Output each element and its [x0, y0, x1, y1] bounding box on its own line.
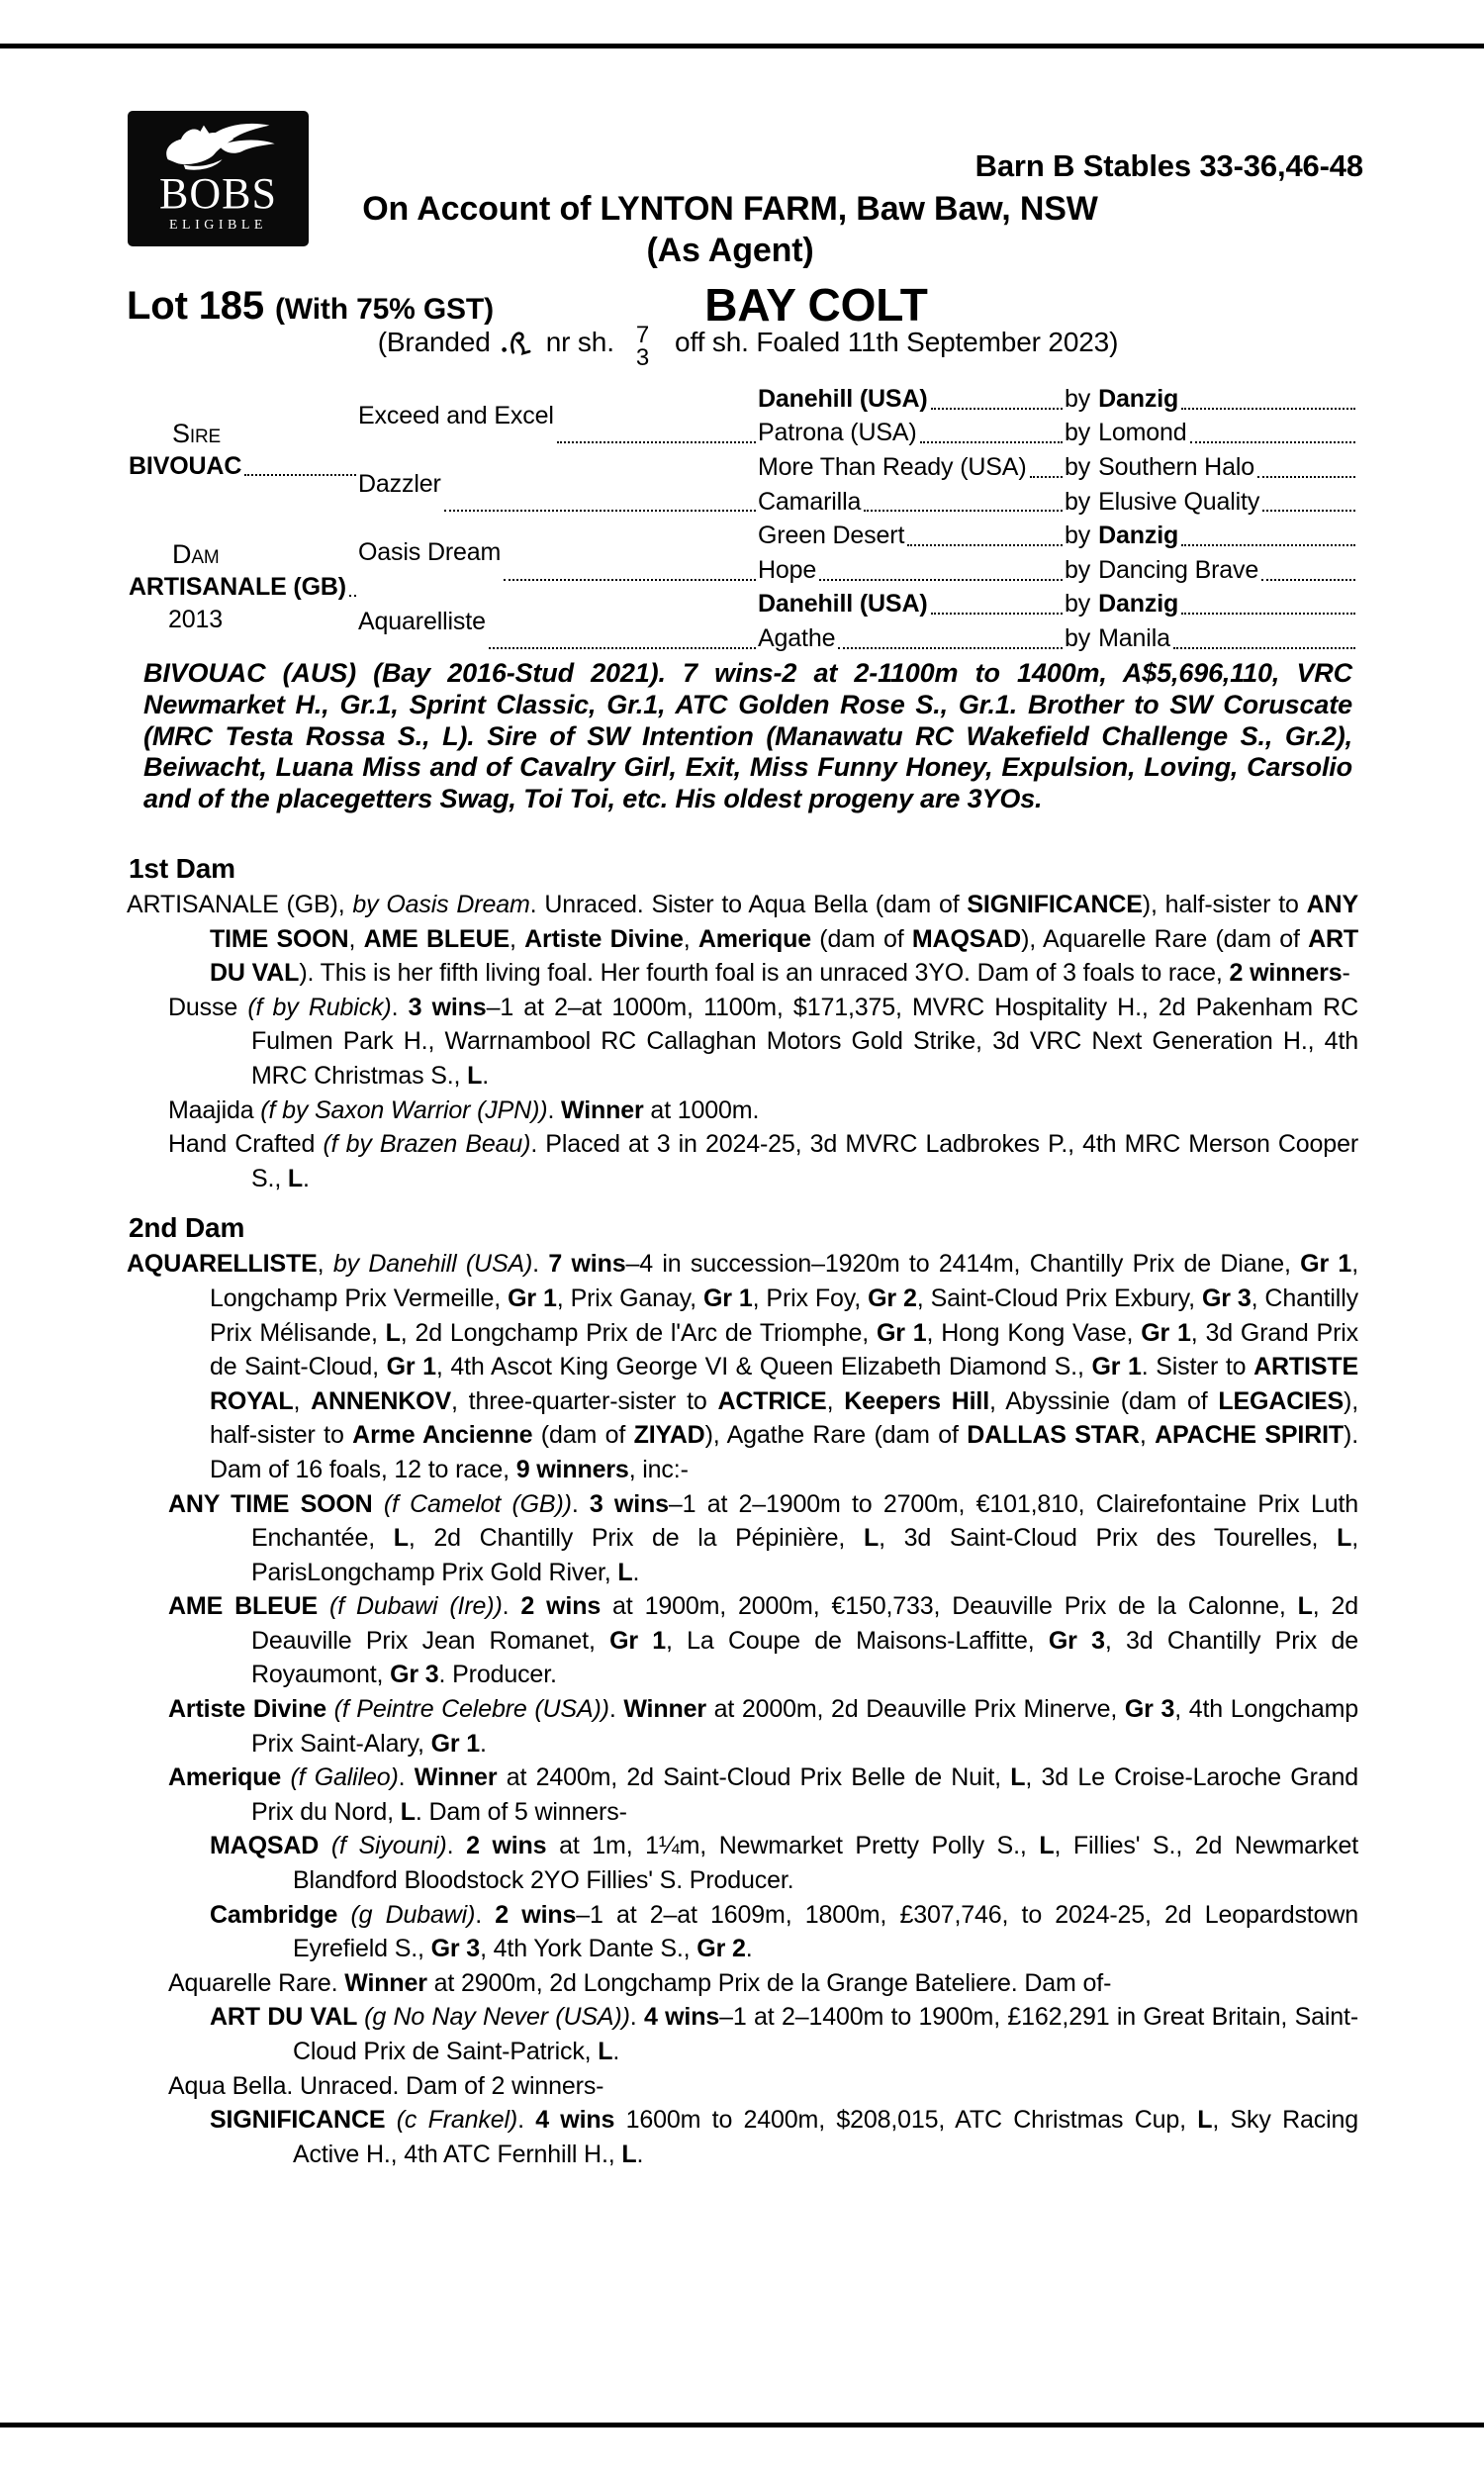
gen2-cell: Oasis Dream: [358, 519, 758, 587]
brand-mark-icon: [501, 323, 540, 364]
brand-numbers: [636, 324, 649, 369]
sire-label: Sire: [172, 419, 222, 449]
pedigree-entry: ARTISANALE (GB), by Oasis Dream. Unraced. Sister to Aqua Bella (dam of SIGNIFICANCE), half-sister to ANY TIME SOON, AME BLEUE, Artiste Divine, Amerique (dam of MAQSAD), Aquarelle Rare (dam of ART DU VAL). This is her fifth living foal. Her fourth foal is an unraced 3YO. Dam of 3 foals to race, 2 winners-: [127, 891, 1359, 988]
dotted-leader: [864, 510, 1063, 512]
sire-name: BIVOUAC: [129, 450, 358, 483]
pedigree-table: [129, 382, 1357, 656]
pedigree-entry: Amerique (f Galileo). Winner at 2400m, 2d Saint-Cloud Prix Belle de Nuit, L, 3d Le Croise-Laroche Grand Prix du Nord, L. Dam of 5 winners-: [168, 1763, 1359, 1826]
gst-note: (With 75% GST): [274, 293, 494, 326]
pedigree-entry: SIGNIFICANCE (c Frankel). 4 wins 1600m to 2400m, $208,015, ATC Christmas Cup, L, Sky Racing Active H., 4th ATC Fernhill H., L.: [210, 2106, 1358, 2168]
dam-block: [129, 519, 358, 655]
pedigree-entry: ANY TIME SOON (f Camelot (GB)). 3 wins–1 at 2–1900m to 2700m, €101,810, Clairefontaine Prix Luth Enchantée, L, 2d Chantilly Prix de la Pépinière, L, 3d Saint-Cloud Prix des Tourelles, L, ParisLongchamp Prix Gold River, L.: [168, 1489, 1358, 1586]
dotted-leader: [444, 510, 756, 512]
section-heading: 1st Dam: [129, 853, 235, 884]
branded-line: [0, 322, 1484, 372]
gen2-cell: Exceed and Excel: [358, 382, 758, 450]
bottom-rule: [0, 2423, 1484, 2427]
brand-number-top: 7: [635, 322, 650, 348]
gen3-cell: Green Desert: [758, 519, 1065, 553]
branded-prefix: (Branded: [377, 327, 491, 357]
pedigree-entry: Cambridge (g Dubawi). 2 wins–1 at 2–at 1609m, 1800m, £307,746, to 2024-25, 2d Leopardstown Eyrefield S., Gr 3, 4th York Dante S., Gr 2.: [210, 1900, 1359, 1963]
pedigree-entry: MAQSAD (f Siyouni). 2 wins at 1m, 1¼m, Newmarket Pretty Polly S., L, Fillies' S., 2d Newmarket Blandford Bloodstock 2YO Fillies' S. Producer.: [210, 1832, 1358, 1895]
logo-wordmark: BOBS: [159, 169, 277, 218]
gen3-cell: Camarilla: [758, 485, 1065, 520]
pedigree-entry: AQUARELLISTE, by Danehill (USA). 7 wins–4 in succession–1920m to 2414m, Chantilly Prix de Diane, Gr 1, Longchamp Prix Vermeille, Gr 1, Prix Ganay, Gr 1, Prix Foy, Gr 2, Saint-Cloud Prix Exbury, Gr 3, Chantilly Prix Mélisande, L, 2d Longchamp Prix de l'Arc de Triomphe, Gr 1, Hong Kong Vase, Gr 1, 3d Grand Prix de Saint-Cloud, Gr 1, 4th Ascot King George VI & Queen Elizabeth Diamond S., Gr 1. Sister to ARTISTE ROYAL, ANNENKOV, three-quarter-sister to ACTRICE, Keepers Hill, Abyssinie (dam of LEGACIES), half-sister to Arme Ancienne (dam of ZIYAD), Agathe Rare (dam of DALLAS STAR, APACHE SPIRIT). Dam of 16 foals, 12 to race, 9 winners, inc:-: [127, 1250, 1359, 1483]
dotted-leader: [349, 595, 356, 597]
gen3-by-cell: by Lomond: [1065, 417, 1357, 451]
dotted-leader: [1261, 579, 1355, 581]
as-agent-line: (As Agent): [646, 232, 814, 269]
sire-summary-paragraph: BIVOUAC (AUS) (Bay 2016-Stud 2021). 7 wins-2 at 2-1100m to 1400m, A$5,696,110, VRC Newmarket H., Gr.1, Sprint Classic, Gr.1, ATC Golden Rose S., Gr.1. Brother to SW Coruscate (MRC Testa Rossa S., L). Sire of SW Intention (Manawatu RC Wakefield Challenge S., Gr.2), Beiwacht, Luana Miss and of Cavalry Girl, Exit, Miss Funny Honey, Expulsion, Loving, Carsolio and of the placegetters Swag, Toi Toi, etc. His oldest progeny are 3YOs.: [143, 658, 1352, 814]
pedigree-details: [127, 851, 1358, 2171]
dotted-leader: [907, 544, 1063, 546]
gen3-cell: Agathe: [758, 621, 1065, 656]
pedigree-entry: Maajida (f by Saxon Warrior (JPN)). Winner at 1000m.: [168, 1095, 760, 1124]
pedigree-entry: AME BLEUE (f Dubawi (Ire)). 2 wins at 1900m, 2000m, €150,733, Deauville Prix de la Calonne, L, 2d Deauville Prix Jean Romanet, Gr 1, La Coupe de Maisons-Laffitte, Gr 3, 3d Chantilly Prix de Royaumont, Gr 3. Producer.: [168, 1592, 1358, 1689]
gen3-by-cell: by Danzig: [1065, 519, 1357, 553]
dotted-leader: [920, 441, 1063, 443]
dotted-leader: [1262, 510, 1355, 512]
dotted-leader: [819, 579, 1063, 581]
gen3-cell: More Than Ready (USA): [758, 450, 1065, 485]
dotted-leader: [1190, 441, 1355, 443]
dotted-leader: [557, 441, 756, 443]
gen3-by-cell: by Manila: [1065, 621, 1357, 656]
dotted-leader: [504, 579, 756, 581]
pedigree-entry: Artiste Divine (f Peintre Celebre (USA)). Winner at 2000m, 2d Deauville Prix Minerve, Gr 3, 4th Longchamp Prix Saint-Alary, Gr 1.: [168, 1695, 1358, 1758]
gen3-by-cell: by Dancing Brave: [1065, 553, 1357, 588]
gen3-cell: Danehill (USA): [758, 382, 1065, 417]
dotted-leader: [1030, 476, 1064, 478]
dam-name: ARTISANALE (GB): [129, 571, 358, 604]
dotted-leader: [244, 474, 356, 476]
branded-near-shoulder: nr sh.: [545, 327, 614, 357]
gen3-by-cell: by Danzig: [1065, 588, 1357, 622]
gen3-cell: Hope: [758, 553, 1065, 588]
pedigree-entry: Aqua Bella. Unraced. Dam of 2 winners-: [168, 2071, 604, 2100]
dotted-leader: [1181, 544, 1355, 546]
barn-stables-info: Barn B Stables 33-36,46-48: [974, 148, 1363, 183]
dotted-leader: [931, 408, 1063, 410]
lot-label: Lot 185: [127, 284, 264, 328]
section-heading: 2nd Dam: [129, 1212, 245, 1244]
logo-subtext: ELIGIBLE: [169, 218, 267, 233]
vendor-account-line: On Account of LYNTON FARM, Baw Baw, NSW: [362, 190, 1098, 228]
brand-number-bottom: 3: [635, 344, 650, 371]
lot-row: [0, 278, 1484, 330]
gen3-by-cell: by Elusive Quality: [1065, 485, 1357, 520]
gen3-cell: Danehill (USA): [758, 588, 1065, 622]
gen3-by-cell: by Southern Halo: [1065, 450, 1357, 485]
dotted-leader: [1173, 647, 1355, 649]
pedigree-entry: Hand Crafted (f by Brazen Beau). Placed at 3 in 2024-25, 3d MVRC Ladbrokes P., 4th MRC Merson Cooper S., L.: [168, 1130, 1358, 1192]
dam-year: 2013: [168, 606, 224, 634]
dotted-leader: [1181, 408, 1355, 410]
gen2-cell: Aquarelliste: [358, 588, 758, 656]
dotted-leader: [1257, 476, 1355, 478]
horse-sex-colour: BAY COLT: [704, 279, 928, 331]
gen3-by-cell: by Danzig: [1065, 382, 1357, 417]
dotted-leader: [489, 647, 756, 649]
gen3-cell: Patrona (USA): [758, 417, 1065, 451]
dam-label: Dam: [172, 539, 220, 570]
pedigree-entry: ART DU VAL (g No Nay Never (USA)). 4 wins–1 at 2–1400m to 1900m, £162,291 in Great Britain, Saint-Cloud Prix de Saint-Patrick, L.: [210, 2003, 1358, 2065]
pedigree-entry: Dusse (f by Rubick). 3 wins–1 at 2–at 1000m, 1100m, $171,375, MVRC Hospitality H., 2d Pakenham RC Fulmen Park H., Warrnambool RC Callaghan Motors Gold Strike, 3d VRC Next Generation H., 4th MRC Christmas S., L.: [168, 993, 1358, 1090]
gen2-cell: Dazzler: [358, 450, 758, 519]
dotted-leader: [838, 647, 1063, 649]
sire-block: [129, 382, 358, 519]
branded-suffix: off sh. Foaled 11th September 2023): [675, 327, 1119, 357]
top-rule: [0, 44, 1484, 48]
dotted-leader: [1181, 613, 1355, 615]
dotted-leader: [931, 613, 1063, 615]
pedigree-entry: Aquarelle Rare. Winner at 2900m, 2d Longchamp Prix de la Grange Bateliere. Dam of-: [168, 1968, 1112, 1997]
